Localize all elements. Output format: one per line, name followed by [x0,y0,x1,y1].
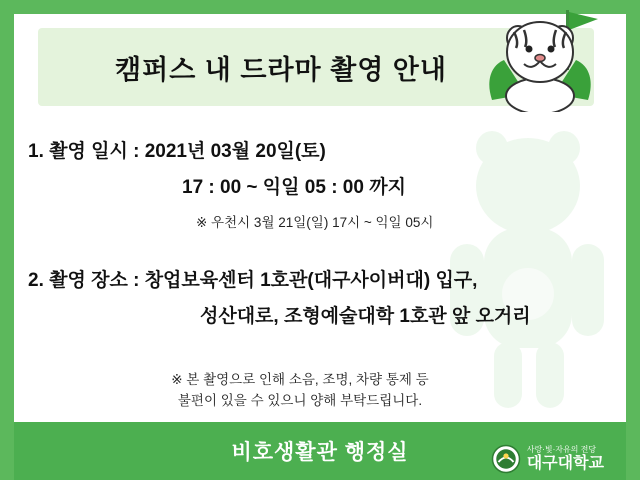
university-logo [491,444,604,474]
university-emblem-icon [491,444,521,474]
footnote [14,370,626,412]
item-1-note: ※ 우천시 3월 21일(일) 17시 ~ 익일 05시 [196,215,434,230]
footer-department: 비호생활관 행정실 [231,441,409,464]
item-1-label: 1. 촬영 일시 : 2021년 03월 20일(토) [28,141,326,162]
page-title: 캠퍼스 내 드라마 촬영 안내 [115,54,447,85]
item-2-label: 2. 촬영 장소 : 창업보육센터 1호관(대구사이버대) 입구, [28,270,478,291]
footnote-line-1: ※ 본 촬영으로 인해 소음, 조명, 차량 통제 등 [171,372,429,387]
logo-name: 대구대학교 [526,454,604,472]
item-2-continuation: 성산대로, 조형예술대학 1호관 앞 오거리 [200,306,531,327]
tiger-mascot-icon [480,8,604,112]
footnote-line-2: 불편이 있을 수 있으니 양해 부탁드립니다. [177,392,423,408]
logo-tagline: 사랑·빛·자유의 전당 [526,444,597,454]
item-1-continuation: 17 : 00 ~ 익일 05 : 00 까지 [182,177,406,198]
poster-body [14,122,626,412]
